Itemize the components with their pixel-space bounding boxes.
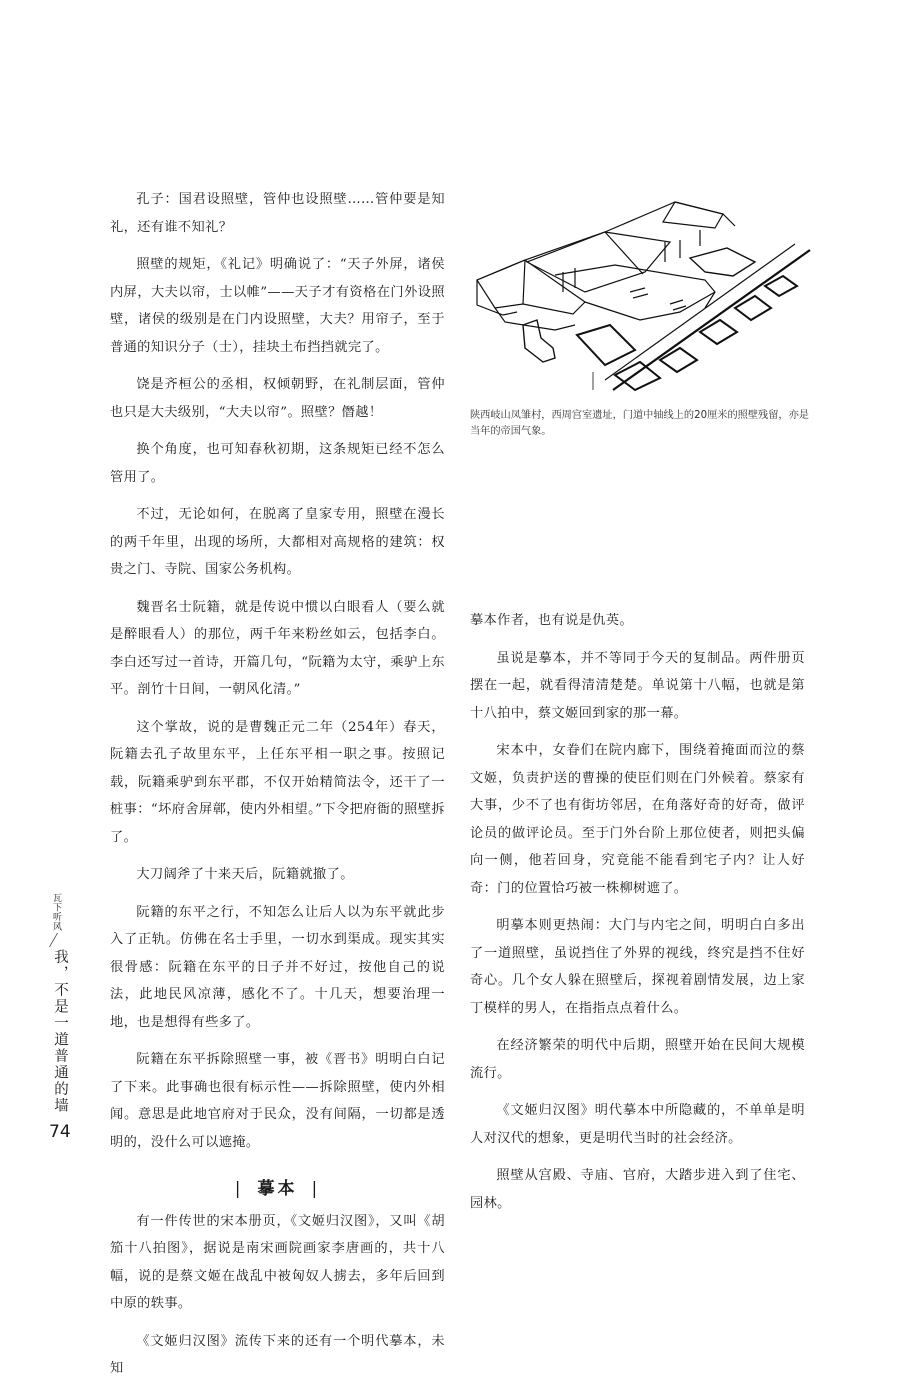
section-heading-text: 摹本 [257,1179,298,1199]
paragraph: 宋本中，女眷们在院内廊下，围绕着掩面而泣的蔡文姬，负责护送的曹操的使臣们则在门外候着。蔡家有大事，少不了也有街坊邻居，在角落好奇的好奇，做评论员的做评论员。至于门外台阶上那位使者，则把头偏向一侧，他若回身，究竟能不能看到宅子内？让人好奇：门的位置恰巧被一株柳树遮了。 [470,743,805,896]
page-number: 74 [49,1122,71,1142]
heading-bar-left: | [234,1179,244,1199]
separator-slash [49,933,70,947]
paragraph: 阮籍的东平之行，不知怎么让后人以为东平就此步入了正轨。仿佛在名士手里，一切水到渠成。现实其实很骨感：阮籍在东平的日子并不好过，按他自己的说法，此地民风凉薄，感化不了。十几天，想要治理一地，也是想得有些多了。 [110,904,445,1030]
paragraph: 在经济繁荣的明代中后期，照壁开始在民间大规模流行。 [470,1038,805,1081]
paragraph: 这个掌故，说的是曹魏正元二年（254年）春天，阮籍去孔子故里东平，上任东平相一职之事。按照记载，阮籍乘驴到东平郡，不仅开始精简法令，还干了一桩事：“坏府舍屏鄣，使内外相望。”下令把府衙的照壁拆了。 [110,719,445,845]
paragraph: 明摹本则更热闹：大门与内宅之间，明明白白多出了一道照壁，虽说挡住了外界的视线，终究是挡不住好奇心。几个女人躲在照壁后，探视着剧情发展，边上家丁模样的男人，在指指点点着什么。 [470,918,805,1016]
paragraph: 大刀阔斧了十来天后，阮籍就撤了。 [136,867,354,882]
paragraph: 《文姬归汉图》流传下来的还有一个明代摹本，未知 [110,1333,445,1376]
paragraph: 饶是齐桓公的丞相，权倾朝野，在礼制层面，管仲也只是大夫级别，“大夫以帘”。照壁？僭越！ [110,377,445,420]
article-title: 我，不是一道普通的墙 [52,949,68,1114]
isometric-courtyard-drawing [465,180,815,405]
paragraph: 《文姬归汉图》明代摹本中所隐藏的，不单单是明人对汉代的想象，更是明代当时的社会经济。 [470,1103,805,1146]
section-heading [110,1176,445,1204]
paragraph: 虽说是摹本，并不等同于今天的复制品。两件册页摆在一起，就看得清清楚楚。单说第十八幅，也就是第十八拍中，蔡文姬回到家的那一幕。 [470,650,805,721]
paragraph: 有一件传世的宋本册页，《文姬归汉图》，又叫《胡笳十八拍图》，据说是南宋画院画家李唐画的，共十八幅，说的是蔡文姬在战乱中被匈奴人掳去，多年后回到中原的轶事。 [110,1213,445,1311]
paragraph: 不过，无论如何，在脱离了皇家专用，照壁在漫长的两千年里，出现的场所，大都相对高规格的建筑：权贵之门、寺院、国家公务机构。 [110,507,445,577]
paragraph: 照壁从宫殿、寺庙、官府，大踏步进入到了住宅、园林。 [470,1168,805,1211]
figure-caption: 陕西岐山凤雏村，西周宫室遗址，门道中轴线上的20厘米的照壁残留，亦是当年的帝国气象。 [470,410,809,437]
series-name: 瓦下听风 [51,893,61,931]
paragraph: 阮籍在东平拆除照壁一事，被《晋书》明明白白记了下来。此事确也很有标示性——拆除照壁，使内外相闻。意思是此地官府对于民众，没有间隔，一切都是透明的，没什么可以遮掩。 [110,1052,445,1150]
paragraph: 照壁的规矩，《礼记》明确说了：“天子外屏，诸侯内屏，大夫以帘，士以帷”——天子才有资格在门外设照壁，诸侯的级别是在门内设照壁，大夫？用帘子，至于普通的知识分子（士），挂块土布挡挡就完了。 [110,257,445,355]
heading-bar-right: | [311,1179,321,1199]
palace-ruins-illustration [465,180,815,405]
page-margin [50,893,80,1142]
paragraph: 孔子：国君设照壁，管仲也设照壁……管仲要是知礼，还有谁不知礼？ [110,192,445,235]
left-column [110,186,445,1393]
paragraph: 换个角度，也可知春秋初期，这条规矩已经不怎么管用了。 [110,442,445,485]
paragraph: 魏晋名士阮籍，就是传说中惯以白眼看人（要么就是醉眼看人）的那位，两千年来粉丝如云，包括李白。李白还写过一首诗，开篇几句，“阮籍为太守，乘驴上东平。剖竹十日间，一朝风化清。” [110,599,445,697]
right-column [470,607,805,1227]
paragraph-continuation: 摹本作者，也有说是仇英。 [470,613,634,628]
